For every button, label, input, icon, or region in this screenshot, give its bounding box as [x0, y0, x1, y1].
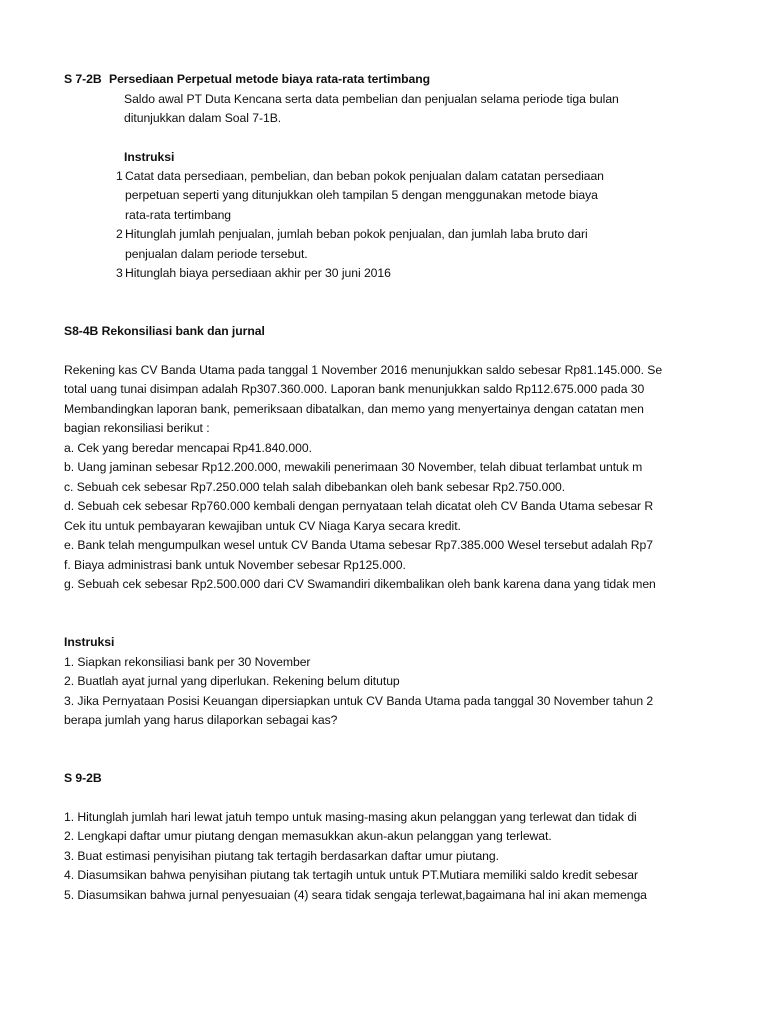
s84b-item-g: g. Sebuah cek sebesar Rp2.500.000 dari CV Swamandiri dikembalikan oleh bank karena dana yang tidak men	[64, 577, 656, 591]
s84b-item-b: b. Uang jaminan sebesar Rp12.200.000, mewakili penerimaan 30 November, telah dibuat terlambat untuk m	[64, 460, 643, 474]
s72b-item-2-line-2: penjualan dalam periode tersebut.	[125, 247, 308, 261]
s84b-paragraph-line-1: Rekening kas CV Banda Utama pada tanggal 1 November 2016 menunjukkan saldo sebesar Rp81.145.000. Se	[64, 363, 663, 377]
s72b-heading-code: S 7-2B	[64, 72, 102, 86]
s84b-instruction-1: 1. Siapkan rekonsiliasi bank per 30 November	[64, 655, 311, 669]
s72b-item-3-line-1: Hitunglah biaya persediaan akhir per 30 juni 2016	[125, 266, 391, 280]
s72b-heading-title: Persediaan Perpetual metode biaya rata-rata tertimbang	[109, 72, 431, 86]
s84b-instruction-3-line-1: 3. Jika Pernyataan Posisi Keuangan dipersiapkan untuk CV Banda Utama pada tanggal 30 November tahun 2	[64, 694, 654, 708]
s84b-item-c: c. Sebuah cek sebesar Rp7.250.000 telah salah dibebankan oleh bank sebesar Rp2.750.000.	[64, 480, 566, 494]
s72b-item-1-number: 1	[116, 169, 123, 183]
s92b-item-1: 1. Hitunglah jumlah hari lewat jatuh tempo untuk masing-masing akun pelanggan yang terlewat dan tidak di	[64, 810, 637, 824]
s84b-paragraph-line-3: Membandingkan laporan bank, pemeriksaan dibatalkan, dan memo yang menyertainya dengan catatan men	[64, 402, 644, 416]
s92b-item-2: 2. Lengkapi daftar umur piutang dengan memasukkan akun-akun pelanggan yang terlewat.	[64, 829, 552, 843]
s72b-item-1-line-2: perpetuan seperti yang ditunjukkan oleh tampilan 5 dengan menggunakan metode biaya	[125, 188, 598, 202]
s84b-instruction-2: 2. Buatlah ayat jurnal yang diperlukan. Rekening belum ditutup	[64, 674, 400, 688]
s72b-item-1-line-3: rata-rata tertimbang	[125, 208, 232, 222]
s92b-item-4: 4. Diasumsikan bahwa penyisihan piutang tak tertagih untuk untuk PT.Mutiara memiliki saldo kredit sebesar	[64, 868, 638, 882]
s84b-item-a: a. Cek yang beredar mencapai Rp41.840.000.	[64, 441, 312, 455]
s92b-item-3: 3. Buat estimasi penyisihan piutang tak tertagih berdasarkan daftar umur piutang.	[64, 849, 499, 863]
s84b-item-d-line-1: d. Sebuah cek sebesar Rp760.000 kembali dengan pernyataan telah dicatat oleh CV Banda Utama sebesar R	[64, 499, 654, 513]
s84b-item-e: e. Bank telah mengumpulkan wesel untuk CV Banda Utama sebesar Rp7.385.000 Wesel tersebut adalah Rp7	[64, 538, 653, 552]
s72b-item-3-number: 3	[116, 266, 123, 280]
s72b-item-1-line-1: Catat data persediaan, pembelian, dan beban pokok penjualan dalam catatan persediaan	[125, 169, 604, 183]
s84b-paragraph-line-4: bagian rekonsiliasi berikut :	[64, 421, 210, 435]
s84b-item-f: f. Biaya administrasi bank untuk November sebesar Rp125.000.	[64, 558, 406, 572]
s84b-heading: S8-4B Rekonsiliasi bank dan jurnal	[64, 324, 265, 338]
s92b-heading: S 9-2B	[64, 771, 102, 785]
s84b-paragraph-line-2: total uang tunai disimpan adalah Rp307.360.000. Laporan bank menunjukkan saldo Rp112.675.000 pada 30	[64, 382, 645, 396]
s72b-intro-line-2: ditunjukkan dalam Soal 7-1B.	[124, 111, 282, 125]
s72b-intro-line-1: Saldo awal PT Duta Kencana serta data pembelian dan penjualan selama periode tiga bulan	[124, 92, 619, 106]
s72b-instruction-label: Instruksi	[124, 150, 175, 164]
s84b-instruction-label: Instruksi	[64, 635, 115, 649]
s92b-item-5: 5. Diasumsikan bahwa jurnal penyesuaian (4) seara tidak sengaja terlewat,bagaimana hal ini akan memenga	[64, 888, 647, 902]
s84b-item-d-line-2: Cek itu untuk pembayaran kewajiban untuk CV Niaga Karya secara kredit.	[64, 519, 461, 533]
s84b-instruction-3-line-2: berapa jumlah yang harus dilaporkan sebagai kas?	[64, 713, 338, 727]
s72b-item-2-line-1: Hitunglah jumlah penjualan, jumlah beban pokok penjualan, dan jumlah laba bruto dari	[125, 227, 588, 241]
s72b-item-2-number: 2	[116, 227, 123, 241]
